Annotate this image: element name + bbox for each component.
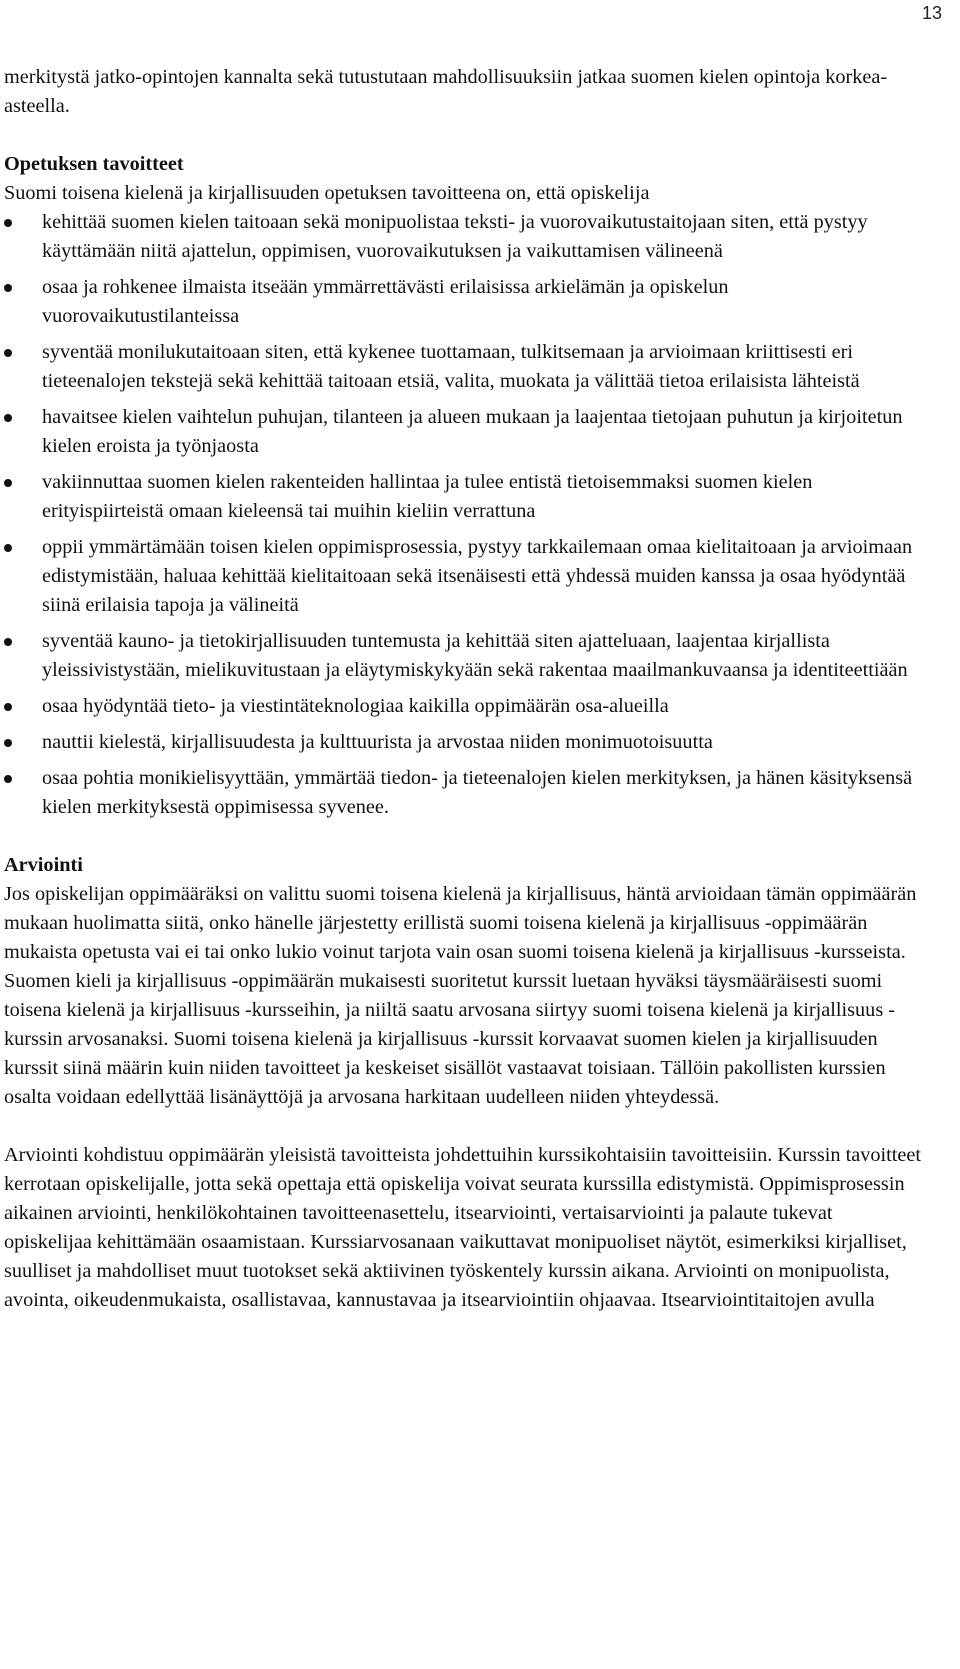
assessment-section — [4, 851, 924, 1315]
list-item: syventää monilukutaitoaan siten, että kykenee tuottamaan, tulkitsemaan ja arvioimaan kriittisesti eri tieteenalojen tekstejä sekä kehittää taitoaan etsiä, valita, muokata ja välittää tietoa erilaisista lähteistä — [4, 338, 924, 396]
bullet-icon — [4, 219, 12, 227]
goals-lead: Suomi toisena kielenä ja kirjallisuuden opetuksen tavoitteena on, että opiskelija — [4, 182, 650, 204]
list-item: osaa ja rohkenee ilmaista itseään ymmärrettävästi erilaisissa arkielämän ja opiskelun vuorovaikutustilanteissa — [4, 273, 924, 331]
bullet-icon — [4, 284, 12, 292]
bullet-icon — [4, 638, 12, 646]
bullet-icon — [4, 349, 12, 357]
intro-paragraph: merkitystä jatko-opintojen kannalta sekä tutustutaan mahdollisuuksiin jatkaa suomen kielen opintoja korkea-asteella. — [4, 66, 888, 117]
bullet-icon — [4, 544, 12, 552]
assessment-paragraph-2: Arviointi kohdistuu oppimäärän yleisistä tavoitteista johdettuihin kurssikohtaisiin tavoitteisiin. Kurssin tavoitteet kerrotaan opiskelijalle, jotta sekä opettaja että opiskelija voivat seurata kurssilla edistymistä. Oppimisprosessin aikainen arviointi, henkilökohtainen tavoitteenasettelu, itsearviointi, vertaisarviointi ja palaute tukevat opiskelijaa kehittämään osaamistaan. Kurssiarvosanaan vaikuttavat monipuoliset näytöt, esimerkiksi kirjalliset, suulliset ja mahdolliset muut tuotokset sekä aktiivinen työskentely kurssin aikana. Arviointi on monipuolista, avointa, oikeudenmukaista, osallistavaa, kannustavaa ja itsearviointiin ohjaavaa. Itsearviointitaitojen avulla — [4, 1144, 922, 1311]
list-item: havaitsee kielen vaihtelun puhujan, tilanteen ja alueen mukaan ja laajentaa tietojaan puhutun ja kirjoitetun kielen eroista ja työnjaosta — [4, 403, 924, 461]
assessment-paragraph-1: Jos opiskelijan oppimääräksi on valittu suomi toisena kielenä ja kirjallisuus, häntä arvioidaan tämän oppimäärän mukaan huolimatta siitä, onko hänelle järjestetty erillistä suomi toisena kielenä ja kirjallisuus -oppimäärän mukaista opetusta vai ei tai onko lukio voinut tarjota vain osan suomi toisena kielenä ja kirjallisuus -kursseista. Suomen kieli ja kirjallisuus -oppimäärän mukaisesti suoritetut kurssit luetaan hyväksi täysmääräisesti suomi toisena kielenä ja kirjallisuus -kursseihin, ja niiltä saatu arvosana siirtyy suomi toisena kielenä ja kirjallisuus -kurssin arvosanaksi. Suomi toisena kielenä ja kirjallisuus -kurssit korvaavat suomen kielen ja kirjallisuuden kurssit siinä määrin kuin niiden tavoitteet ja keskeiset sisällöt vastaavat toisiaan. Tällöin pakollisten kurssien osalta voidaan edellyttää lisänäyttöjä ja arvosana harkitaan uudelleen niiden yhteydessä. — [4, 883, 917, 1108]
assessment-heading: Arviointi — [4, 854, 83, 876]
list-item: syventää kauno- ja tietokirjallisuuden tuntemusta ja kehittää siten ajatteluaan, laajentaa kirjallista yleissivistystään, mielikuvitustaan ja eläytymiskykyään sekä rakentaa maailmankuvaansa ja identiteettiään — [4, 627, 924, 685]
list-item: osaa pohtia monikielisyyttään, ymmärtää tiedon- ja tieteenalojen kielen merkityksen, ja hänen käsityksensä kielen merkityksestä oppimisessa syvenee. — [4, 764, 924, 822]
bullet-icon — [4, 479, 12, 487]
list-item: kehittää suomen kielen taitoaan sekä monipuolistaa teksti- ja vuorovaikutustaitojaan siten, että pystyy käyttämään niitä ajattelun, oppimisen, vuorovaikutuksen ja vaikuttamisen välineenä — [4, 208, 924, 266]
bullet-icon — [4, 739, 12, 747]
list-item: vakiinnuttaa suomen kielen rakenteiden hallintaa ja tulee entistä tietoisemmaksi suomen kielen erityispiirteistä omaan kieleensä tai muihin kieliin verrattuna — [4, 468, 924, 526]
bullet-icon — [4, 703, 12, 711]
goals-list — [4, 208, 924, 822]
list-item: osaa hyödyntää tieto- ja viestintäteknologiaa kaikilla oppimäärän osa-alueilla — [4, 692, 924, 721]
list-item: nauttii kielestä, kirjallisuudesta ja kulttuurista ja arvostaa niiden monimuotoisuutta — [4, 728, 924, 757]
bullet-icon — [4, 775, 12, 783]
goals-heading: Opetuksen tavoitteet — [4, 153, 184, 175]
goals-section — [4, 150, 924, 822]
page-content — [4, 63, 924, 1315]
list-item: oppii ymmärtämään toisen kielen oppimisprosessia, pystyy tarkkailemaan omaa kielitaitoaan ja arvioimaan edistymistään, haluaa kehittää kielitaitoaan sekä itsenäisesti että yhdessä muiden kanssa ja osaa hyödyntää siinä erilaisia tapoja ja välineitä — [4, 533, 924, 620]
page-number: 13 — [921, 3, 942, 23]
bullet-icon — [4, 414, 12, 422]
